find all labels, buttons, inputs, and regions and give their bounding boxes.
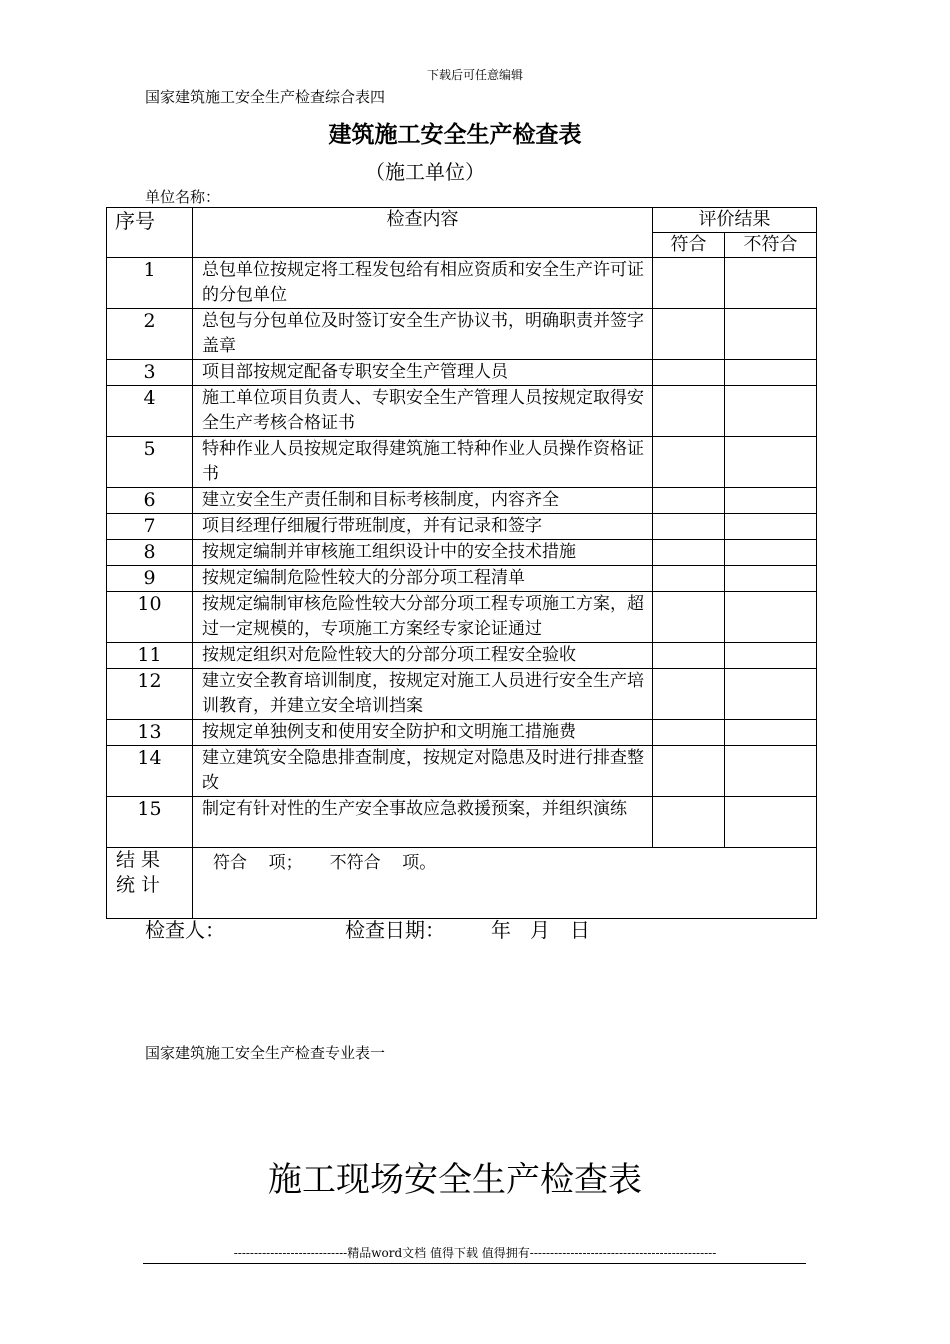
pass-cell[interactable] <box>653 797 725 848</box>
row-number: 4 <box>107 386 193 437</box>
row-content: 建立安全生产责任制和目标考核制度，内容齐全 <box>193 488 653 514</box>
row-content: 按规定编制危险性较大的分部分项工程清单 <box>193 566 653 592</box>
fail-cell[interactable] <box>725 746 817 797</box>
inspection-table <box>106 207 817 919</box>
fail-cell[interactable] <box>725 309 817 360</box>
fail-cell[interactable] <box>725 514 817 540</box>
fail-cell[interactable] <box>725 797 817 848</box>
unit-name-label: 单位名称： <box>145 188 221 206</box>
table-row <box>107 540 817 566</box>
table-row <box>107 488 817 514</box>
row-number: 1 <box>107 258 193 309</box>
column-header-evaluation: 评价结果 <box>653 208 817 233</box>
pass-cell[interactable] <box>653 669 725 720</box>
row-content: 按规定单独例支和使用安全防护和文明施工措施费 <box>193 720 653 746</box>
table-row <box>107 258 817 309</box>
summary-text: 符合 项； 不符合 项。 <box>193 848 817 919</box>
row-content: 按规定编制审核危险性较大分部分项工程专项施工方案，超过一定规模的，专项施工方案经专家论证通过 <box>193 592 653 643</box>
footer-divider <box>143 1263 806 1264</box>
table-row <box>107 386 817 437</box>
table-row <box>107 720 817 746</box>
summary-label <box>107 848 193 919</box>
column-header-content: 检查内容 <box>193 208 653 258</box>
fail-cell[interactable] <box>725 720 817 746</box>
row-content: 建立建筑安全隐患排查制度，按规定对隐患及时进行排查整改 <box>193 746 653 797</box>
date-day: 日 <box>570 918 590 942</box>
table-row <box>107 309 817 360</box>
fail-cell[interactable] <box>725 488 817 514</box>
column-header-fail: 不符合 <box>725 233 817 258</box>
row-number: 11 <box>107 643 193 669</box>
pass-cell[interactable] <box>653 566 725 592</box>
pass-cell[interactable] <box>653 746 725 797</box>
inspector-label: 检查人： <box>145 918 225 942</box>
pass-cell[interactable] <box>653 514 725 540</box>
date-year: 年 <box>491 918 511 942</box>
row-number: 13 <box>107 720 193 746</box>
form-code-2: 国家建筑施工安全生产检查专业表一 <box>145 1044 386 1062</box>
fail-cell[interactable] <box>725 540 817 566</box>
fail-cell[interactable] <box>725 669 817 720</box>
row-content: 按规定编制并审核施工组织设计中的安全技术措施 <box>193 540 653 566</box>
row-content: 特种作业人员按规定取得建筑施工特种作业人员操作资格证书 <box>193 437 653 488</box>
pass-cell[interactable] <box>653 309 725 360</box>
table-row <box>107 514 817 540</box>
row-number: 10 <box>107 592 193 643</box>
row-number: 14 <box>107 746 193 797</box>
fail-cell[interactable] <box>725 360 817 386</box>
row-content: 按规定组织对危险性较大的分部分项工程安全验收 <box>193 643 653 669</box>
pass-cell[interactable] <box>653 258 725 309</box>
summary-label-line-2: 统计 <box>116 874 167 896</box>
page-title: 建筑施工安全生产检查表 <box>328 121 582 148</box>
form-code: 国家建筑施工安全生产检查综合表四 <box>145 88 386 106</box>
table-row <box>107 746 817 797</box>
row-number: 8 <box>107 540 193 566</box>
fail-cell[interactable] <box>725 386 817 437</box>
pass-cell[interactable] <box>653 488 725 514</box>
fail-cell[interactable] <box>725 592 817 643</box>
summary-label-line-1: 结果 <box>116 849 167 871</box>
table-row <box>107 592 817 643</box>
fail-cell[interactable] <box>725 566 817 592</box>
row-content: 建立安全教育培训制度，按规定对施工人员进行安全生产培训教育，并建立安全培训挡案 <box>193 669 653 720</box>
pass-cell[interactable] <box>653 360 725 386</box>
pass-cell[interactable] <box>653 386 725 437</box>
pass-cell[interactable] <box>653 720 725 746</box>
table-row <box>107 797 817 848</box>
page-subtitle: （施工单位） <box>365 160 485 184</box>
row-content: 项目部按规定配备专职安全生产管理人员 <box>193 360 653 386</box>
table-row <box>107 360 817 386</box>
date-month: 月 <box>530 918 550 942</box>
summary-row <box>107 848 817 919</box>
row-number: 2 <box>107 309 193 360</box>
row-number: 7 <box>107 514 193 540</box>
pass-cell[interactable] <box>653 540 725 566</box>
column-header-pass: 符合 <box>653 233 725 258</box>
row-content: 施工单位项目负责人、专职安全生产管理人员按规定取得安全生产考核合格证书 <box>193 386 653 437</box>
inspection-date-label: 检查日期： <box>345 918 445 942</box>
row-number: 15 <box>107 797 193 848</box>
row-number: 5 <box>107 437 193 488</box>
column-header-no: 序号 <box>107 208 193 258</box>
row-content: 总包单位按规定将工程发包给有相应资质和安全生产许可证的分包单位 <box>193 258 653 309</box>
pass-cell[interactable] <box>653 643 725 669</box>
table-row <box>107 437 817 488</box>
fail-cell[interactable] <box>725 643 817 669</box>
row-number: 9 <box>107 566 193 592</box>
table-row <box>107 566 817 592</box>
row-content: 总包与分包单位及时签订安全生产协议书，明确职责并签字盖章 <box>193 309 653 360</box>
row-number: 6 <box>107 488 193 514</box>
table-row <box>107 669 817 720</box>
pass-cell[interactable] <box>653 437 725 488</box>
fail-cell[interactable] <box>725 258 817 309</box>
row-number: 3 <box>107 360 193 386</box>
row-content: 制定有针对性的生产安全事故应急救援预案，并组织演练 <box>193 797 653 848</box>
row-content: 项目经理仔细履行带班制度，并有记录和签字 <box>193 514 653 540</box>
fail-cell[interactable] <box>725 437 817 488</box>
pass-cell[interactable] <box>653 592 725 643</box>
footer-text: ----------------------------精品word文档 值得下载 值得拥有---------------------------------------------- <box>233 1246 717 1260</box>
row-number: 12 <box>107 669 193 720</box>
second-page-title: 施工现场安全生产检查表 <box>268 1160 642 1200</box>
table-row <box>107 643 817 669</box>
header-note: 下载后可任意编辑 <box>426 68 523 82</box>
